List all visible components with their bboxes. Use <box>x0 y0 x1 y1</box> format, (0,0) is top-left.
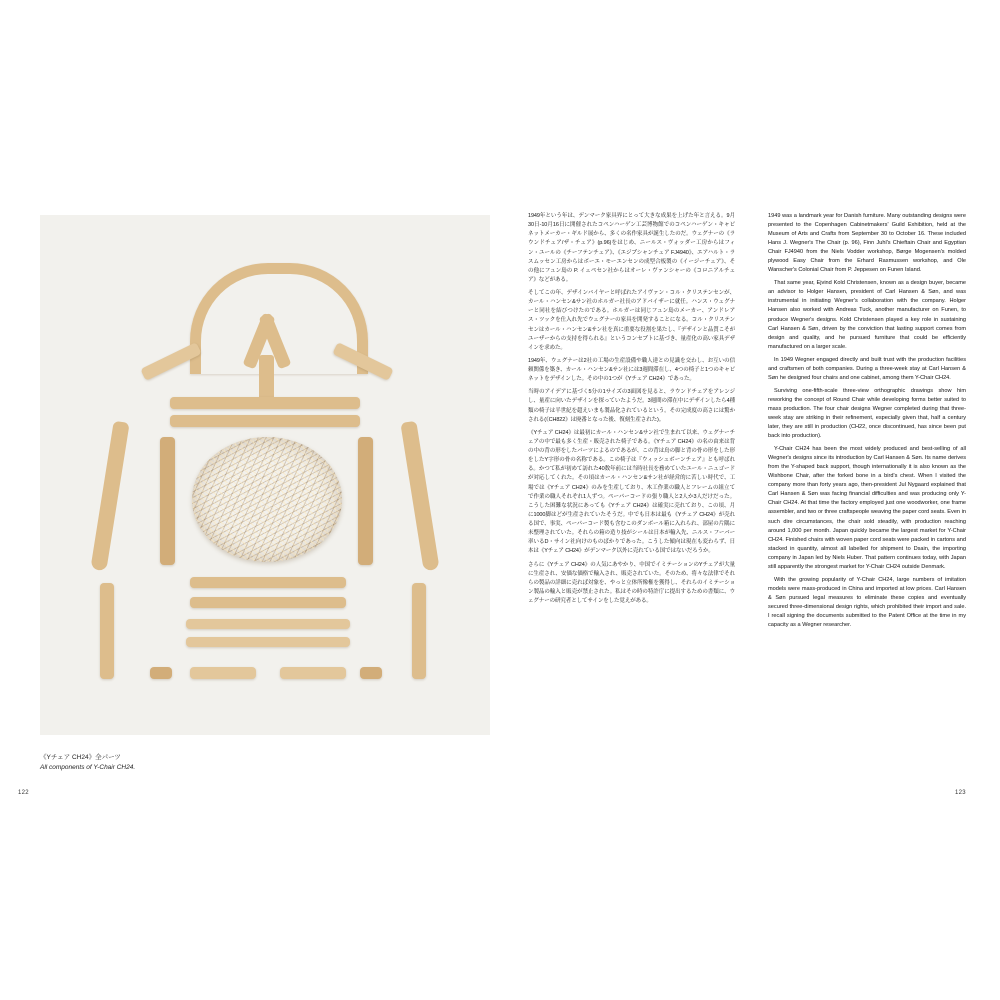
ja-paragraph: そしてこの年、デザインバイヤーと呼ばれたアイヴァン・コル・クリステンセンが、カール・ハンセン&サン社のホルガー社長のアドバイザーに就任。ハンス・ウェグナーと同社を結びつけたのである。ホルガーは同じフュン島のメーカー、アンドレアス・ツックを仕入れ先でウェグナーの家具を開発することになる。コル・クリステンセンはカール・ハンセン&サン社を真に重要な役割を果たし、『デザインと品質こそがユーザーからの支持を得られる』というコンセプトに基づき、量産化の高い家具デザインを求めた。 <box>528 290 735 351</box>
ja-paragraph: 当時のアイデアに基づく5分の1サイズの3面図を見ると、ラウンドチェアをアレンジし、量産に向いたデザインを探っていたようだ。3週間の滞在中にデザインしたら4種類の椅子は半世紀を超えいまも製品化されているという。その完成度の高さには驚かされる(《CH822》は廃番となった後、復刻生産された)。 <box>528 389 735 423</box>
paper-cord-coil <box>192 437 342 562</box>
part-stretcher-long-2 <box>190 597 346 608</box>
photo-contents <box>40 215 490 735</box>
en-paragraph: With the growing popularity of Y-Chair CH24, large numbers of imitation models were mass-produced in China and imported at low prices. Carl Hansen & Søn pursued legal measures to eliminate these copies and eventually secured three-dimensional design rights, which prohibited their import and sale. I recall signing the documents submitted to the Patent Office at the time in my capacity as a Wegner researcher. <box>768 576 966 629</box>
en-paragraph: Y-Chair CH24 has been the most widely produced and best-selling of all Wegner's designs since its introduction by Carl Hansen & Søn. Its name derives from the Y-shaped back support, though internationally it is also known as the Wishbone Chair, after the forked bone in a bird's chest. When I visited the company more than forty years ago, then-president Jul Nygaard explained that Carl Hansen & Søn was facing financial difficulties and was producing only Y-Chair CH24. At that time the factory employed just one woodworker, one frame assembler, and two or three craftspeople weaving the paper cord seats. Even in such dire circumstances, the chair sold steadily, with production reaching around 1,000 per month. Japan quickly became the largest market for Y-Chair CH24. Finished chairs with woven paper cord seats were packed in cartons and stacked in quantity, almost all labelled for shipment to Dsain, the importing company in Japan led by Niels Huber. That pattern continues today, with Japan still apparently the strongest market for Y-Chair CH24 outside Denmark. <box>768 446 966 570</box>
part-back-post-right <box>358 437 373 565</box>
part-stretcher-long-4 <box>186 637 350 647</box>
ja-paragraph: さらに《Yチェア CH24》の人気にあやかり、中国でイミテーションのYチェアが大量に生産され、安価な価格で輸入され、販売されていた。そのため、将々な法律でそれらの製品の詳細に売れば対象を、やっと立体所像権を獲得し、それらのイミテーション製品の輸入と販売が禁止された。私はその時の特許庁に提出するための書類に、ウェグナーの研究者としてサインをした覚えがある。 <box>528 561 735 604</box>
en-paragraph: That same year, Ejvind Kold Christensen, known as a design buyer, became an advisor to Holger Hansen, president of Carl Hansen & Søn, and was instrumental in initiating Wegner's collaboration with the company. Holger Hansen also worked with Andreas Tuck, another manufacturer on Funen, to produce Wegner's designs. Kold Christensen played a key role in sustaining Carl Hansen & Søn, driven by the conviction that lasting support comes from design and quality, and he pursued furniture that could be efficiently manufactured on a larger scale. <box>768 280 966 350</box>
part-short-dowel-1 <box>100 583 114 679</box>
part-seat-rail-back <box>170 415 360 427</box>
en-paragraph: Surviving one-fifth-scale three-view orthographic drawings show him reworking the concept of Round Chair while developing forms better suited to mass production. The four chair designs Wegner completed during that three-week stay are striking in their refinement, especially given that, half a century later, they are still in production (CH22, once discontinued, has since been put back into production). <box>768 387 966 440</box>
part-short-dowel-2 <box>412 583 426 679</box>
part-back-post-left <box>160 437 175 565</box>
folio-left: 122 <box>18 790 29 796</box>
en-paragraph: In 1949 Wegner engaged directly and built trust with the production facilities and craftsmen of both companies. During a three-week stay at Carl Hansen & Søn he designed four chairs and one cabinet, among them Y-Chair CH24. <box>768 356 966 381</box>
folio-right: 123 <box>955 790 966 796</box>
caption-japanese: 《Yチェア CH24》全パーツ <box>40 754 121 761</box>
part-leg-curved-left <box>90 421 129 572</box>
ja-paragraph: 1949年という年は、デンマーク家具界にとって大きな成果を上げた年と言える。9月30日-10月16日に開催されたコペンハーゲン工芸博物館でのコペンハーゲン・キャビネットメーカー・ギルド展から、多くの名作家具が誕生したのだ。ウェグナーの《ラウンドチェア/ザ・チェア》(p.96)をはじめ、ニールス・ヴォッダー工房からはフィン・ユールの《チーフテンチェア》、《エジプシャンチェア FJ4940》、エアハルト・ラスムッセン工房からはボーエ・モーエンセンの成型合板製の《イージーチェア》、その他にフュン島の P. イェペセン社からはオーレ・ヴァンシャーの《コロニアルチェア》などがある。 <box>528 213 735 283</box>
left-page <box>35 205 495 800</box>
japanese-text-column <box>528 212 735 610</box>
ja-paragraph: 《Yチェア CH24》は最初にカール・ハンセン&サン社で生まれて以来、ウェグナーチェアの中で最も多く生産・販売された椅子である。《Yチェア CH24》の名の由来は背の中の背の形をしたパーツによるのであるが、この背は鳥の脚と背の骨の形をした形をしたY字形の骨の名称である。この椅子は『ウィッシュボーンチェア』とも呼ばれる。かつて私が初めて訪れた40数年前には当時社長を務めていたユール・ニュゴードが対応してくれた。その頃はカール・ハンセン&サン社が経営的に苦しい時代で、工場では《Yチェア CH24》のみを生産しており、木工作業の職人とフレームの組立てで作業の職人それぞれ1人ずつ。ペーパーコードの張り職人と2人か3人だけだった。こうした困難な状況にあっても《Yチェア CH24》は確実に売れており、この頃、月に1000脚はどが生産されていたそうだ。中でも日本は最も《Yチェア CH24》が売れる国で、事実、ペーパーコード製も含むこのダンボール箱に入れられ、部屋の片隅に未整理されていた。それらの箱の造り技がシールは日本が輸入先、ニルス・フーバー率いるD・サイン社向けのものばかりであった。こうした傾向は現在も変わらず、日本は《Yチェア CH24》がデンマーク以外に売れている国ではないだろうか。 <box>528 429 735 555</box>
part-y-back-splat <box>236 311 298 403</box>
caption-english: All components of Y-Chair CH24. <box>40 764 136 772</box>
part-small-block-1 <box>150 667 172 679</box>
english-text-column <box>768 212 966 634</box>
part-stretcher-long-3 <box>186 619 350 629</box>
part-seat-rail-front <box>170 397 360 409</box>
part-stretcher-long-1 <box>190 577 346 588</box>
figure-caption <box>40 753 420 773</box>
part-short-dowel-3 <box>190 667 256 679</box>
part-short-dowel-4 <box>280 667 346 679</box>
en-paragraph: 1949 was a landmark year for Danish furniture. Many outstanding designs were presented to the Copenhagen Cabinetmakers' Guild Exhibition, held at the Museum of Arts and Crafts from September 30 to October 16. These included Hans J. Wegner's The Chair (p. 96), Finn Juhl's Chieftain Chair and Egyptian Chair FJ4940 from the Niels Vodder workshop, Børge Mogensen's molded plywood Easy Chair from the Erhard Rasmussen workshop, and Ole Wanscher's Colonial Chair from P. Jeppesen on Funen Island. <box>768 213 966 274</box>
chair-parts-photo <box>40 215 490 735</box>
part-small-block-2 <box>360 667 382 679</box>
part-leg-curved-right <box>400 421 439 572</box>
ja-paragraph: 1949年、ウェグナーは2社の工場の生産設備や職人達との見識を交わし、お互いの信頼関係を築き、カール・ハンセン&サン社には3週間滞在し、4つの椅子と1つのキャビネットをデザインした。その中の1つが《Yチェア CH24》であった。 <box>528 357 735 383</box>
